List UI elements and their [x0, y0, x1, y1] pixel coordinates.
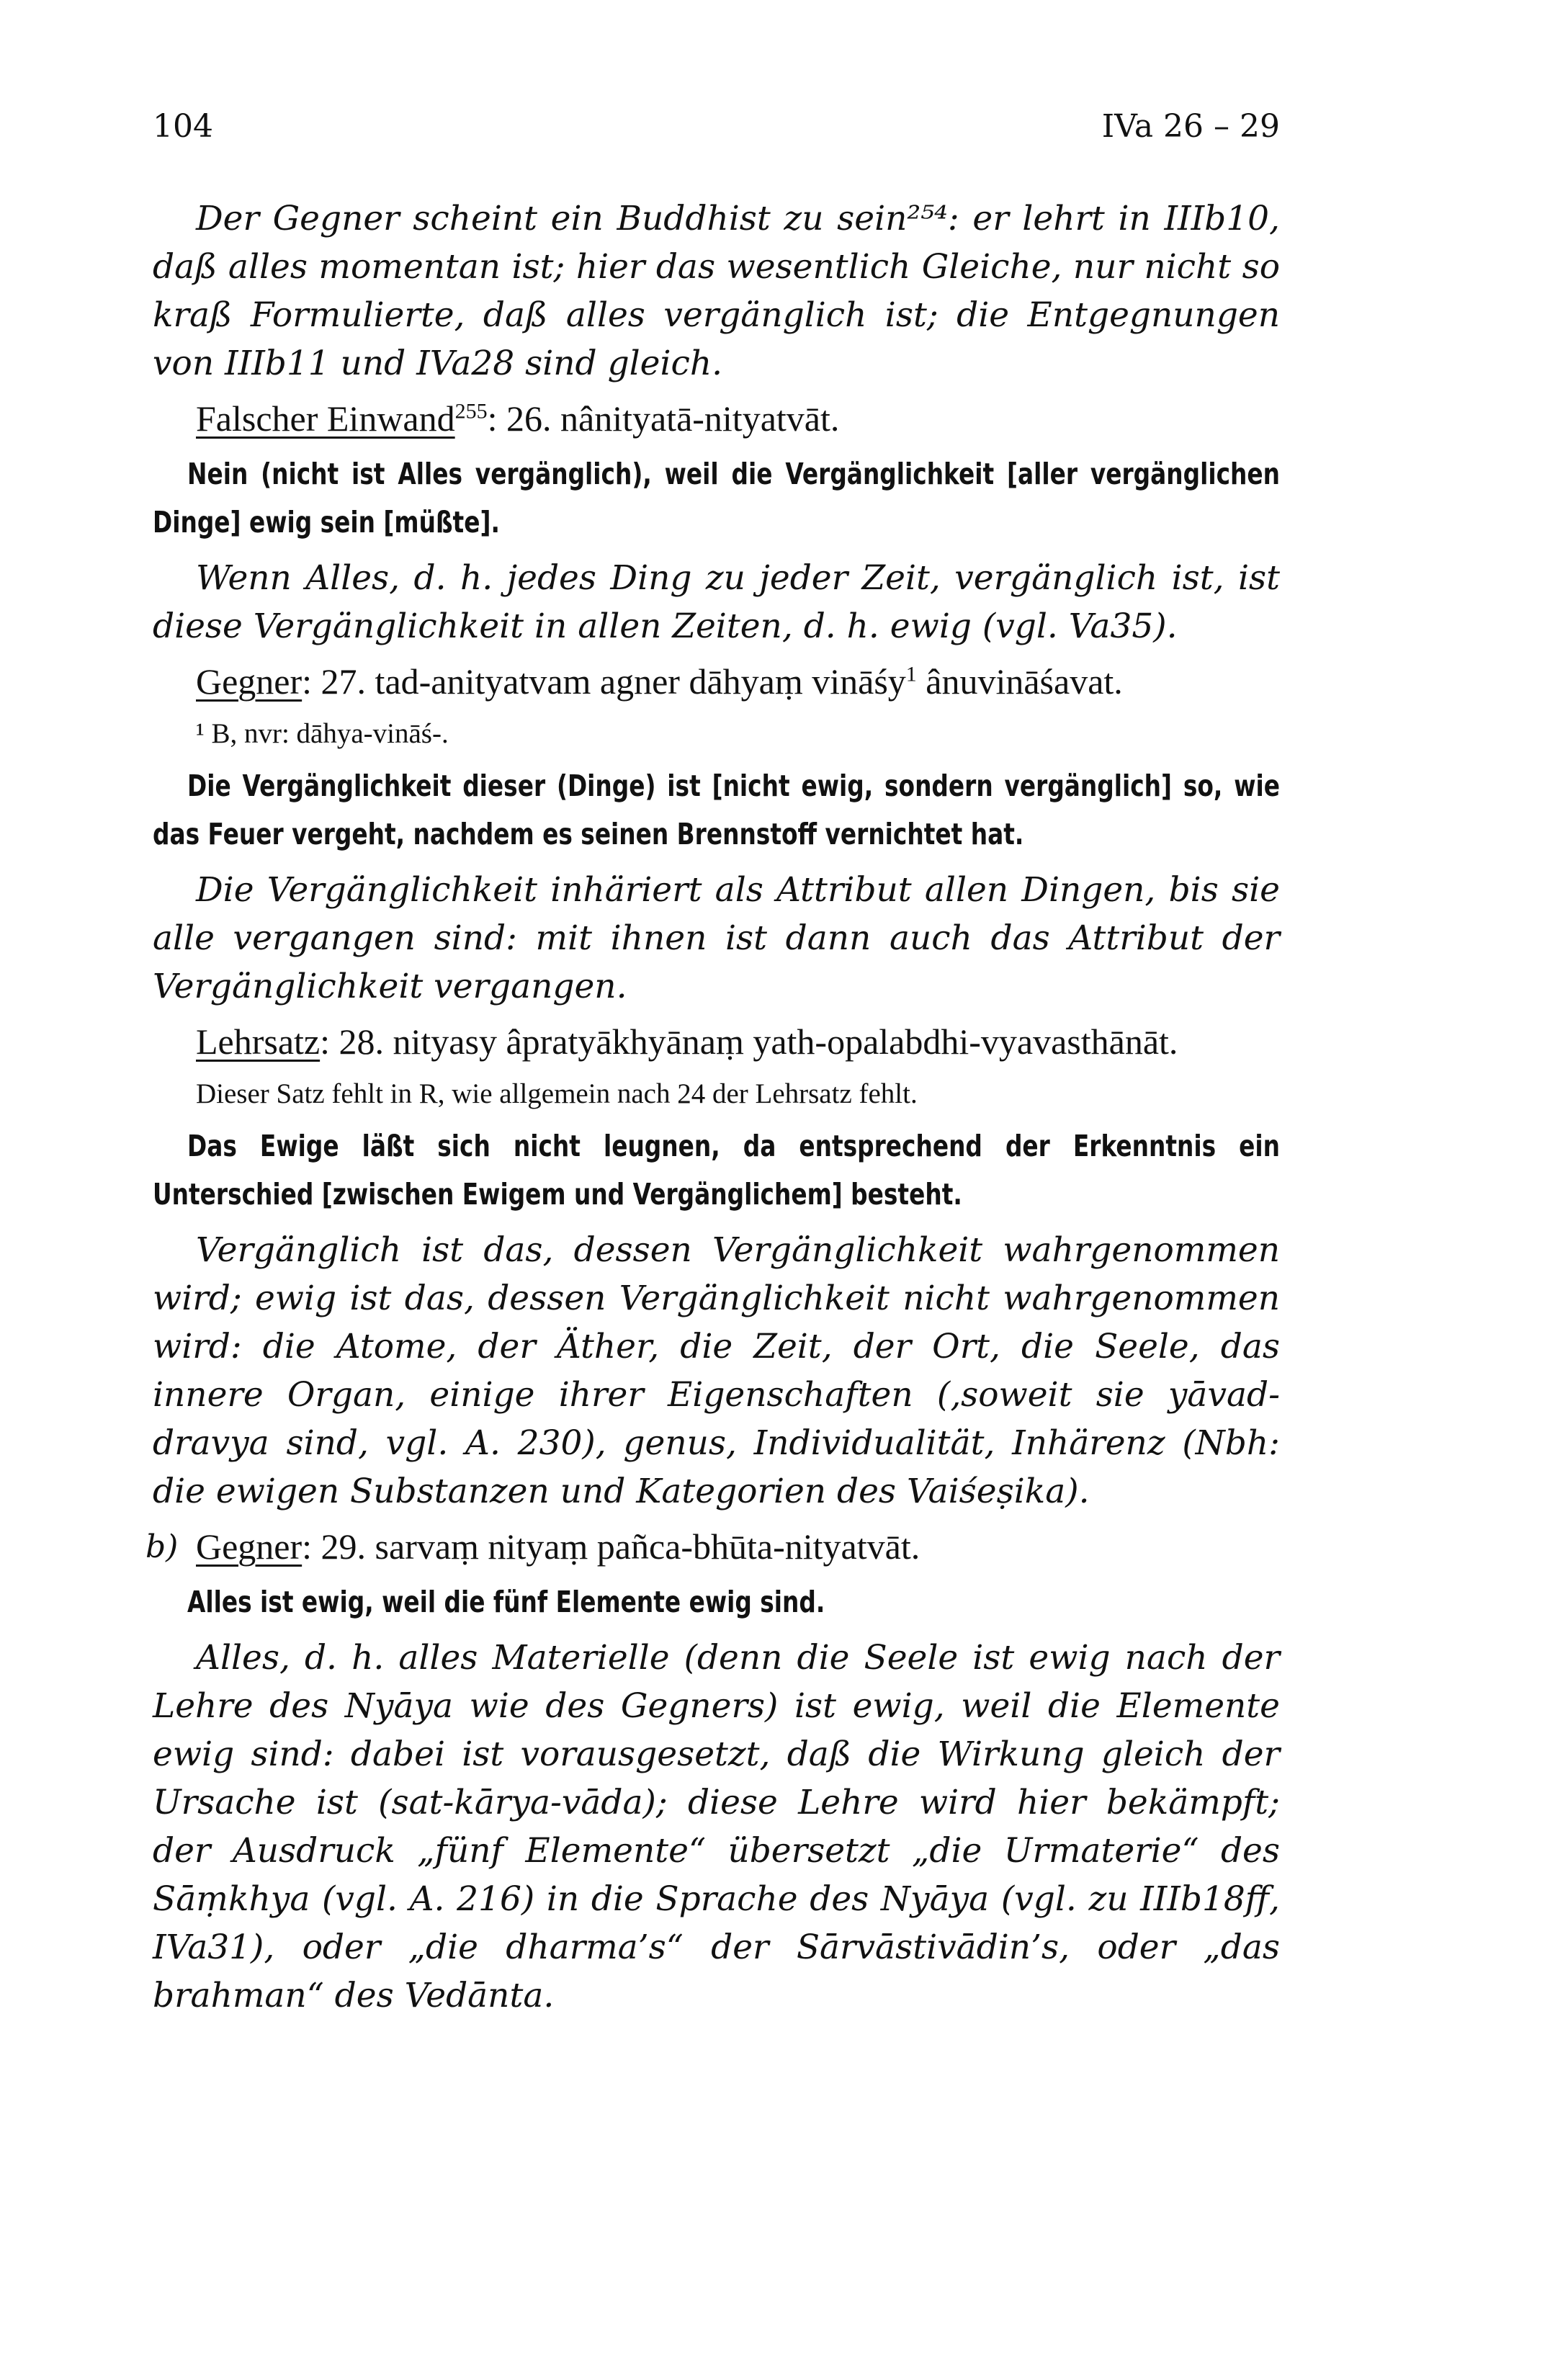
sutra-28-text: : 28. nityasy âpratyākhyānaṃ yath-opalabdhi-vyavasthānāt.: [320, 1021, 1178, 1062]
sutra-26: [153, 395, 1280, 443]
sutra-27-label: Gegner: [196, 661, 303, 702]
sutra-29-commentary: Alles, d. h. alles Materielle (denn die Seele ist ewig nach der Lehre des Nyāya wie des Gegners) ist ewig, weil die Elemente ewig sind: dabei ist vorausgesetzt, daß die Wirkung gleich der Ursache ist (sat-kārya-vāda); diese Lehre wird hier bekämpft; der Ausdruck „fünf Elemente“ übersetzt „die Urmaterie“ des Sāṃkhya (vgl. A. 216) in die Sprache des Nyāya (vgl. zu IIIb18ff, IVa31), oder „die dharma’s“ der Sārvāstivādin’s, oder „das brahman“ des Vedānta.: [153, 1638, 1280, 2015]
sutra-28-label: Lehrsatz: [196, 1021, 321, 1062]
sutra-28-commentary: Vergänglich ist das, dessen Vergänglichkeit wahrgenommen wird; ewig ist das, dessen Vergänglichkeit nicht wahrgenommen wird: die Atome, der Äther, die Zeit, der Ort, die Seele, das innere Organ, einige ihrer Eigenschaften (‚soweit sie yāvad-dravya sind, vgl. A. 230), genus, Individualität, Inhärenz (Nbh: die ewigen Substanzen und Kategorien des Vaiśeṣika).: [153, 1230, 1280, 1511]
sutra-26-text: : 26. nânityatā-nityatvāt.: [487, 398, 840, 439]
sutra-27-translation: Die Vergänglichkeit dieser (Dinge) ist [nicht ewig, sondern vergänglich] so, wie das Feuer vergeht, nachdem es seinen Brennstoff vernichtet hat.: [153, 769, 1280, 851]
sutra-27-footnote-ref: 1: [905, 662, 917, 686]
sutra-29-text: : 29. sarvaṃ nityaṃ pañca-bhūta-nityatvāt.: [302, 1526, 920, 1567]
sutra-26-footnote-ref: 255: [454, 399, 488, 424]
section-marker-b: b): [145, 1528, 179, 1565]
sutra-29-label: Gegner: [196, 1526, 303, 1567]
sutra-28-note: Dieser Satz fehlt in R, wie allgemein nach 24 der Lehrsatz fehlt.: [196, 1078, 918, 1109]
sutra-27-text-a: : 27. tad-anityatvam agner dāhyaṃ vināśy: [302, 661, 906, 702]
sutra-27-text-b: ânuvināśavat.: [916, 661, 1123, 702]
page-header: [153, 108, 1280, 166]
sutra-27: [153, 658, 1280, 706]
main-text: [145, 187, 1280, 2020]
footnote-1: ¹ B, nvr: dāhya-vināś-.: [196, 718, 449, 749]
intro-commentary: Der Gegner scheint ein Buddhist zu sein²⁵⁴: er lehrt in IIIb10, daß alles momentan ist; hier das wesentlich Gleiche, nur nicht so kraß Formulierte, daß alles vergänglich ist; die Entgegnungen von IIIb11 und IVa28 sind gleich.: [153, 199, 1280, 383]
sutra-26-translation: Nein (nicht ist Alles vergänglich), weil die Vergänglichkeit [aller vergänglichen Dinge] ewig sein [müßte].: [153, 457, 1280, 540]
sutra-28: [153, 1018, 1280, 1066]
sutra-29-translation: Alles ist ewig, weil die fünf Elemente ewig sind.: [187, 1585, 825, 1619]
sutra-28-translation: Das Ewige läßt sich nicht leugnen, da entsprechend der Erkenntnis ein Unterschied [zwischen Ewigem und Vergänglichem] besteht.: [153, 1129, 1280, 1212]
section-reference: IVa 26 – 29: [1101, 108, 1280, 145]
sutra-27-commentary: Die Vergänglichkeit inhäriert als Attribut allen Dingen, bis sie alle vergangen sind: mit ihnen ist dann auch das Attribut der Vergänglichkeit vergangen.: [153, 870, 1280, 1006]
sutra-26-label: Falscher Einwand: [196, 398, 455, 439]
sutra-29: [145, 1523, 1280, 1571]
page-number: 104: [153, 108, 213, 145]
sutra-26-commentary: Wenn Alles, d. h. jedes Ding zu jeder Zeit, vergänglich ist, ist diese Vergänglichkeit in allen Zeiten, d. h. ewig (vgl. Va35).: [153, 558, 1280, 646]
